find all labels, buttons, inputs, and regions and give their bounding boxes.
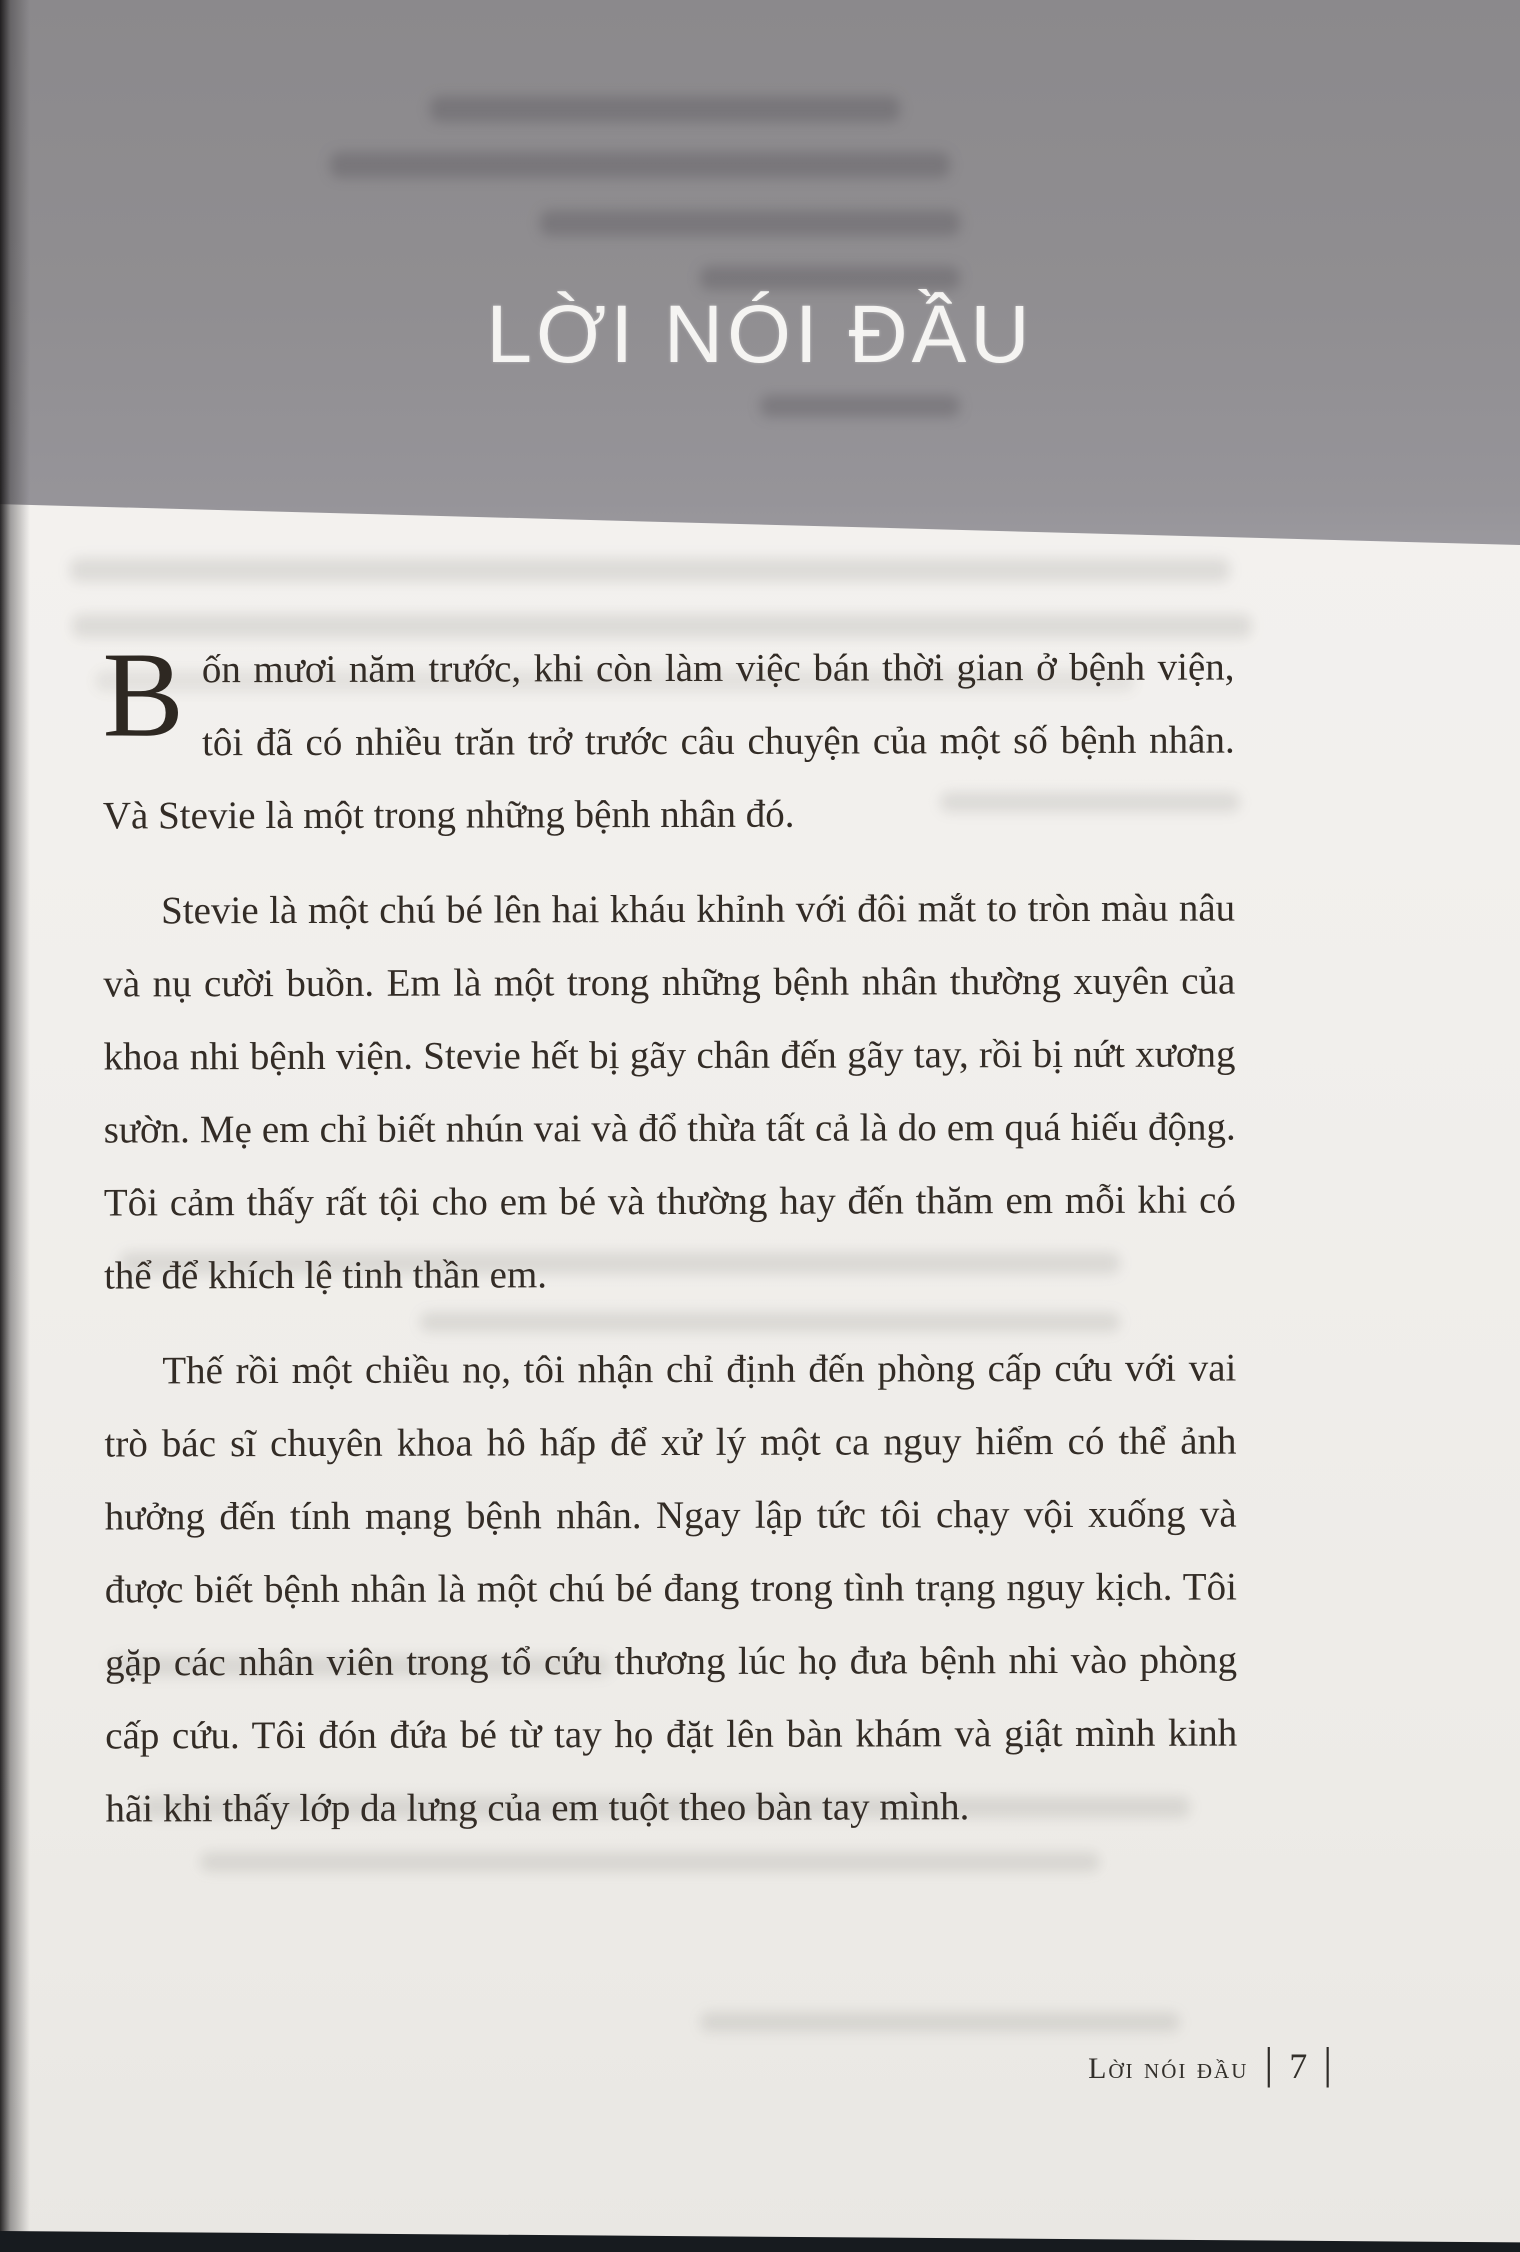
scan-left-edge-shadow — [0, 0, 30, 2252]
bleed-through-text — [700, 266, 960, 290]
footer-page-number: 7 — [1289, 2046, 1308, 2086]
paragraph — [102, 627, 1235, 853]
bleed-through-text — [760, 395, 960, 417]
chapter-header-band — [0, 0, 1520, 545]
bleed-through-text — [540, 210, 960, 236]
footer-separator-right: | — [1323, 2039, 1332, 2088]
drop-cap: B — [102, 627, 185, 763]
page-footer — [1088, 2038, 1348, 2089]
paragraph-text: ốn mươi năm trước, khi còn làm việc bán thời gian ở bệnh viện, tôi đã có nhiều trăn trở trước câu chuyện của một số bệnh nhân. Và Stevie là một trong những bệnh nhân đó. — [102, 645, 1235, 838]
bleed-through-text — [70, 558, 1230, 582]
bleed-through-text — [330, 152, 950, 178]
scan-bottom-edge-shadow — [0, 2222, 1520, 2252]
bleed-through-text — [430, 96, 900, 122]
page-title: LỜI NÓI ĐẦU — [486, 289, 1034, 380]
body-text — [102, 627, 1238, 1868]
paragraph-text: Stevie là một chú bé lên hai kháu khỉnh với đôi mắt to tròn màu nâu và nụ cười buồn. Em là một trong những bệnh nhân thường xuyên của khoa nhi bệnh viện. Stevie hết bị gãy chân đến gãy tay, rồi bị nứt xương sườn. Mẹ em chỉ biết nhún vai và đổ thừa tất cả là do em quá hiếu động. Tôi cảm thấy rất tội cho em bé và thường hay đến thăm em mỗi khi có thể để khích lệ tinh thần em. — [103, 886, 1236, 1298]
footer-section-label: Lời nói đầu — [1088, 2052, 1249, 2085]
paragraph-text: Thế rồi một chiều nọ, tôi nhận chỉ định đến phòng cấp cứu với vai trò bác sĩ chuyên khoa hô hấp để xử lý một ca nguy hiểm có thể ảnh hưởng đến tính mạng bệnh nhân. Ngay lập tức tôi chạy vội xuống và được biết bệnh nhân là một chú bé đang trong tình trạng nguy kịch. Tôi gặp các nhân viên trong tổ cứu thương lúc họ đưa bệnh nhi vào phòng cấp cứu. Tôi đón đứa bé từ tay họ đặt lên bàn khám và giật mình kinh hãi khi thấy lớp da lưng của em tuột theo bàn tay mình. — [104, 1346, 1238, 1831]
paragraph — [103, 872, 1236, 1313]
footer-separator-left: | — [1264, 2039, 1274, 2088]
paragraph — [104, 1332, 1237, 1846]
bleed-through-text — [700, 2012, 1180, 2032]
